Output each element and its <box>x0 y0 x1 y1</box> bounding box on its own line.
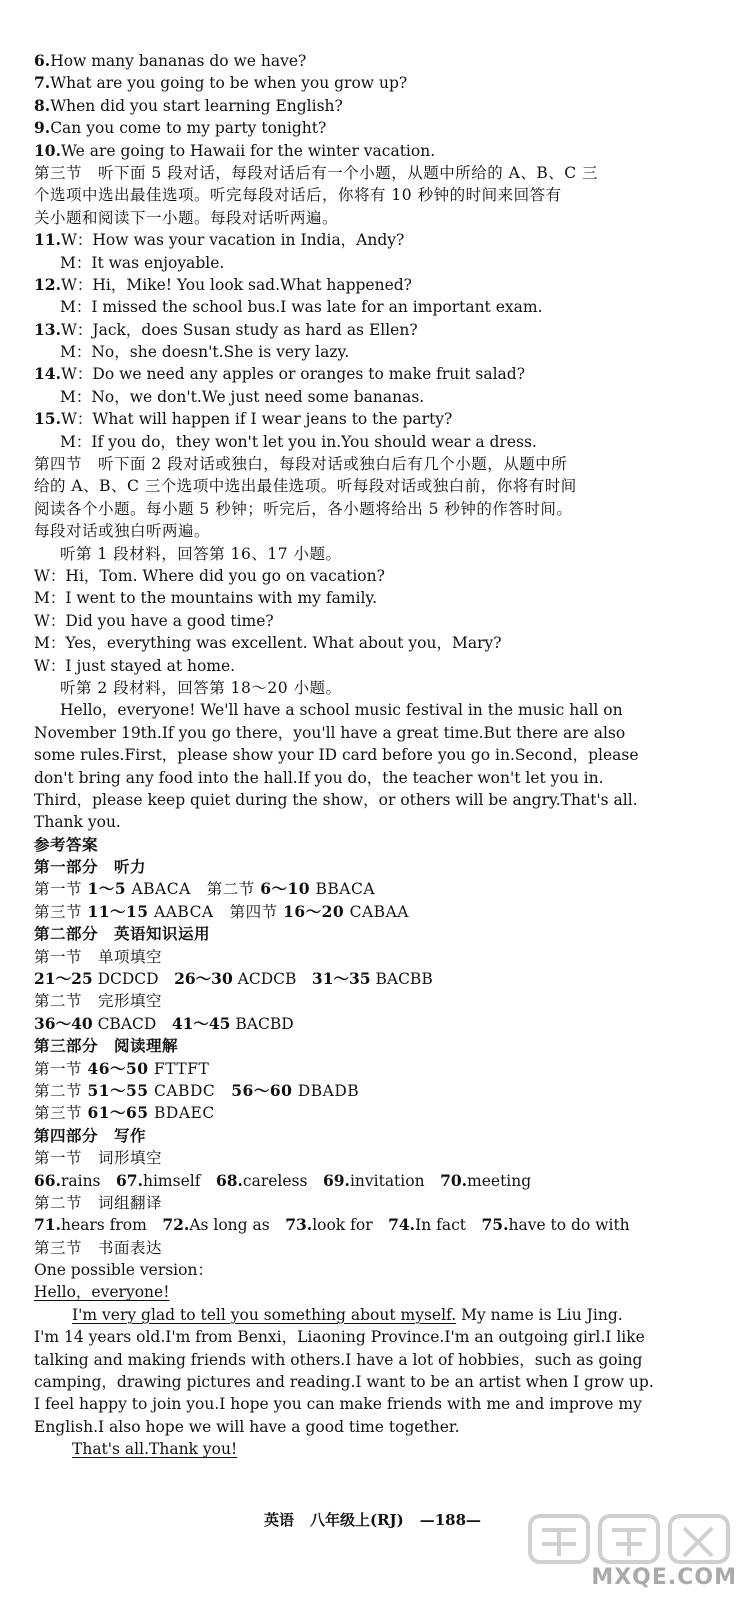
part1-row2: 第三节 11～15 AABCA 第四节 16～20 CABAA <box>34 901 409 921</box>
part4-section1: 第一节 词形填空 <box>34 1149 163 1168</box>
essay-greeting: Hello，everyone! <box>34 1283 170 1302</box>
material2-monologue <box>34 699 724 833</box>
answer-number: 67. <box>116 1170 143 1190</box>
answer-word: have to do with <box>508 1216 630 1235</box>
part2-section2: 第二节 完形填空 <box>34 992 163 1011</box>
possible-version-label: One possible version： <box>34 1261 213 1280</box>
part2-section1-answers <box>34 968 724 990</box>
dialogue-number: 14. <box>34 364 61 384</box>
essay-first-line: I'm very glad to tell you something about myself. My name is Liu Jing. <box>72 1305 623 1324</box>
question-number: 8. <box>34 95 51 115</box>
material2-title: 听第 2 段材料，回答第 18～20 小题。 <box>60 678 342 697</box>
dialogue-number: 15. <box>34 409 61 429</box>
listening-question <box>34 117 724 139</box>
footer-page-number: —188— <box>419 1511 482 1529</box>
essay-line: camping，drawing pictures and reading.I want to be an artist when I grow up. <box>34 1373 654 1392</box>
answer-letters: BACBD <box>230 1014 294 1033</box>
answer-letters: CBACD <box>92 1014 157 1033</box>
dialogue-man-line: M：No，she doesn't.She is very lazy. <box>60 343 350 362</box>
answer-word: look for <box>312 1216 373 1235</box>
dialogue-text: W：How was your vacation in India，Andy? <box>60 231 405 250</box>
part4-section1-answers <box>34 1170 724 1192</box>
material2-line: November 19th.If you go there，you'll have a great time.But there are also <box>34 723 626 742</box>
answers-title: 参考答案 <box>34 834 99 854</box>
dialogue-woman-line <box>34 274 724 296</box>
listening-question <box>34 50 724 72</box>
dialogue-text: W：Jack，does Susan study as hard as Ellen? <box>60 320 418 339</box>
section3-instructions <box>34 162 724 229</box>
material2-line: don't bring any food into the hall.If you do，the teacher won't let you in. <box>34 768 604 787</box>
answer-number: 70. <box>440 1170 468 1190</box>
question-text: We are going to Hawaii for the winter vacation. <box>60 141 436 160</box>
answer-number: 71. <box>34 1215 61 1235</box>
question-text: Can you come to my party tonight? <box>50 119 327 138</box>
dialogue-text: W：Hi，Mike! You look sad.What happened? <box>60 275 412 294</box>
dialogues <box>34 229 724 453</box>
listening-question <box>34 140 724 162</box>
instruction-line: 第三节 听下面 5 段对话，每段对话后有一个小题，从题中所给的 A、B、C 三 <box>34 163 599 182</box>
part3-row1: 第一节 46～50 FTTFT <box>34 1058 210 1078</box>
answer-word: rains <box>60 1171 101 1190</box>
answer-word: himself <box>142 1171 201 1190</box>
dialogue-man-line: M：I missed the school bus.I was late for an important exam. <box>60 298 543 317</box>
listening-question <box>34 72 724 94</box>
answer-word: careless <box>242 1171 308 1190</box>
part3-row3: 第三节 61～65 BDAEC <box>34 1103 215 1123</box>
listening-question <box>34 95 724 117</box>
answer-range: 21～25 <box>34 969 93 989</box>
material2-line: Thank you. <box>34 813 121 832</box>
answer-word: As long as <box>189 1216 270 1235</box>
material2-line: some rules.First，please show your ID card before you go in.Second，please <box>34 746 639 765</box>
essay-body <box>34 1326 724 1438</box>
answer-number: 66. <box>34 1170 61 1190</box>
essay-line: I feel happy to join you.I hope you can make friends with me and improve my <box>34 1395 642 1414</box>
answer-number: 74. <box>388 1215 416 1235</box>
watermark-text: MXQE.COM <box>591 1565 737 1590</box>
part2-title: 第二部分 英语知识运用 <box>34 924 211 944</box>
dialogue-man-line: M：It was enjoyable. <box>60 253 225 272</box>
material1-line: W：Hi，Tom. Where did you go on vacation? <box>34 566 385 585</box>
answer-letters: BACBB <box>370 970 433 989</box>
material1-title: 听第 1 段材料，回答第 16、17 小题。 <box>60 544 342 563</box>
question-number: 7. <box>34 73 51 93</box>
material2-line: Third，please keep quiet during the show，or others will be angry.That's all. <box>34 790 638 809</box>
material1-line: W：I just stayed at home. <box>34 656 236 675</box>
material1-line: W：Did you have a good time? <box>34 611 274 630</box>
answer-word: hears from <box>60 1216 147 1235</box>
dialogue-woman-line <box>34 408 724 430</box>
listening-questions <box>34 50 724 162</box>
material1-dialogue <box>34 565 724 677</box>
dialogue-man-line: M：No，we don't.We just need some bananas. <box>60 387 425 406</box>
essay-line: I'm 14 years old.I'm from Benxi，Liaoning Province.I'm an outgoing girl.I like <box>34 1328 645 1347</box>
material1-line: M：Yes，everything was excellent. What about you，Mary? <box>34 634 502 653</box>
dialogue-text: W：Do we need any apples or oranges to make fruit salad? <box>60 365 526 384</box>
part4-section2: 第二节 词组翻译 <box>34 1193 163 1212</box>
material1-line: M：I went to the mountains with my family. <box>34 589 378 608</box>
part3-row2: 第二节 51～55 CABDC 56～60 DBADB <box>34 1080 360 1100</box>
answer-letters: ACDCB <box>232 970 297 989</box>
essay-line: English.I also hope we will have a good time together. <box>34 1417 460 1436</box>
instruction-line: 给的 A、B、C 三个选项中选出最佳选项。听每段对话或独白前，你将有时间 <box>34 477 577 496</box>
part2-section2-answers <box>34 1013 724 1035</box>
part4-title: 第四部分 写作 <box>34 1125 147 1145</box>
part2-section1: 第一节 单项填空 <box>34 947 163 966</box>
dialogue-woman-line <box>34 229 724 251</box>
dialogue-text: W：What will happen if I wear jeans to the party? <box>60 410 453 429</box>
answer-word: In fact <box>415 1216 466 1235</box>
answer-range: 41～45 <box>171 1013 231 1033</box>
dialogue-woman-line <box>34 319 724 341</box>
essay-closing: That's all.Thank you! <box>72 1440 238 1459</box>
instruction-line: 阅读各个小题。每小题 5 秒钟；听完后，各小题将给出 5 秒钟的作答时间。 <box>34 499 573 518</box>
instruction-line: 第四节 听下面 2 段对话或独白，每段对话或独白后有几个小题，从题中所 <box>34 455 568 474</box>
question-text: What are you going to be when you grow up? <box>50 74 408 93</box>
part4-section2-answers <box>34 1214 724 1236</box>
answer-number: 72. <box>162 1215 190 1235</box>
question-text: How many bananas do we have? <box>50 52 307 70</box>
section4-instructions <box>34 453 724 543</box>
part3-title: 第三部分 阅读理解 <box>34 1036 179 1056</box>
footer-subject: 英语 <box>263 1511 294 1529</box>
instruction-line: 关小题和阅读下一小题。每段对话听两遍。 <box>34 208 339 227</box>
footer-grade: 八年级上(RJ) <box>309 1511 404 1529</box>
essay-line: talking and making friends with others.I have a lot of hobbies，such as going <box>34 1350 643 1369</box>
document-page <box>34 50 724 1461</box>
answer-letters: DCDCD <box>92 970 159 989</box>
material2-line: Hello，everyone! We'll have a school music festival in the music hall on <box>60 701 623 720</box>
dialogue-number: 12. <box>34 274 61 294</box>
answer-number: 69. <box>322 1170 350 1190</box>
answer-word: invitation <box>349 1171 425 1190</box>
instruction-line: 个选项中选出最佳选项。听完每段对话后，你将有 10 秒钟的时间来回答有 <box>34 186 562 205</box>
question-number: 9. <box>34 118 51 138</box>
instruction-line: 每段对话或独白听两遍。 <box>34 522 211 541</box>
dialogue-number: 13. <box>34 319 61 339</box>
dialogue-number: 11. <box>34 230 61 250</box>
question-number: 6. <box>34 51 51 70</box>
answer-range: 31～35 <box>311 969 371 989</box>
answer-number: 73. <box>285 1215 313 1235</box>
question-text: When did you start learning English? <box>50 96 343 115</box>
answer-number: 75. <box>481 1215 509 1235</box>
part1-title: 第一部分 听力 <box>34 857 147 877</box>
part1-row1: 第一节 1～5 ABACA 第二节 6～10 BBACA <box>34 879 376 899</box>
question-number: 10. <box>34 140 61 160</box>
answer-word: meeting <box>467 1171 532 1190</box>
answer-number: 68. <box>215 1170 243 1190</box>
dialogue-man-line: M：If you do，they won't let you in.You should wear a dress. <box>60 432 537 451</box>
answer-range: 26～30 <box>174 969 233 989</box>
answer-range: 36～40 <box>34 1013 93 1033</box>
dialogue-woman-line <box>34 363 724 385</box>
part4-section3: 第三节 书面表达 <box>34 1238 163 1257</box>
